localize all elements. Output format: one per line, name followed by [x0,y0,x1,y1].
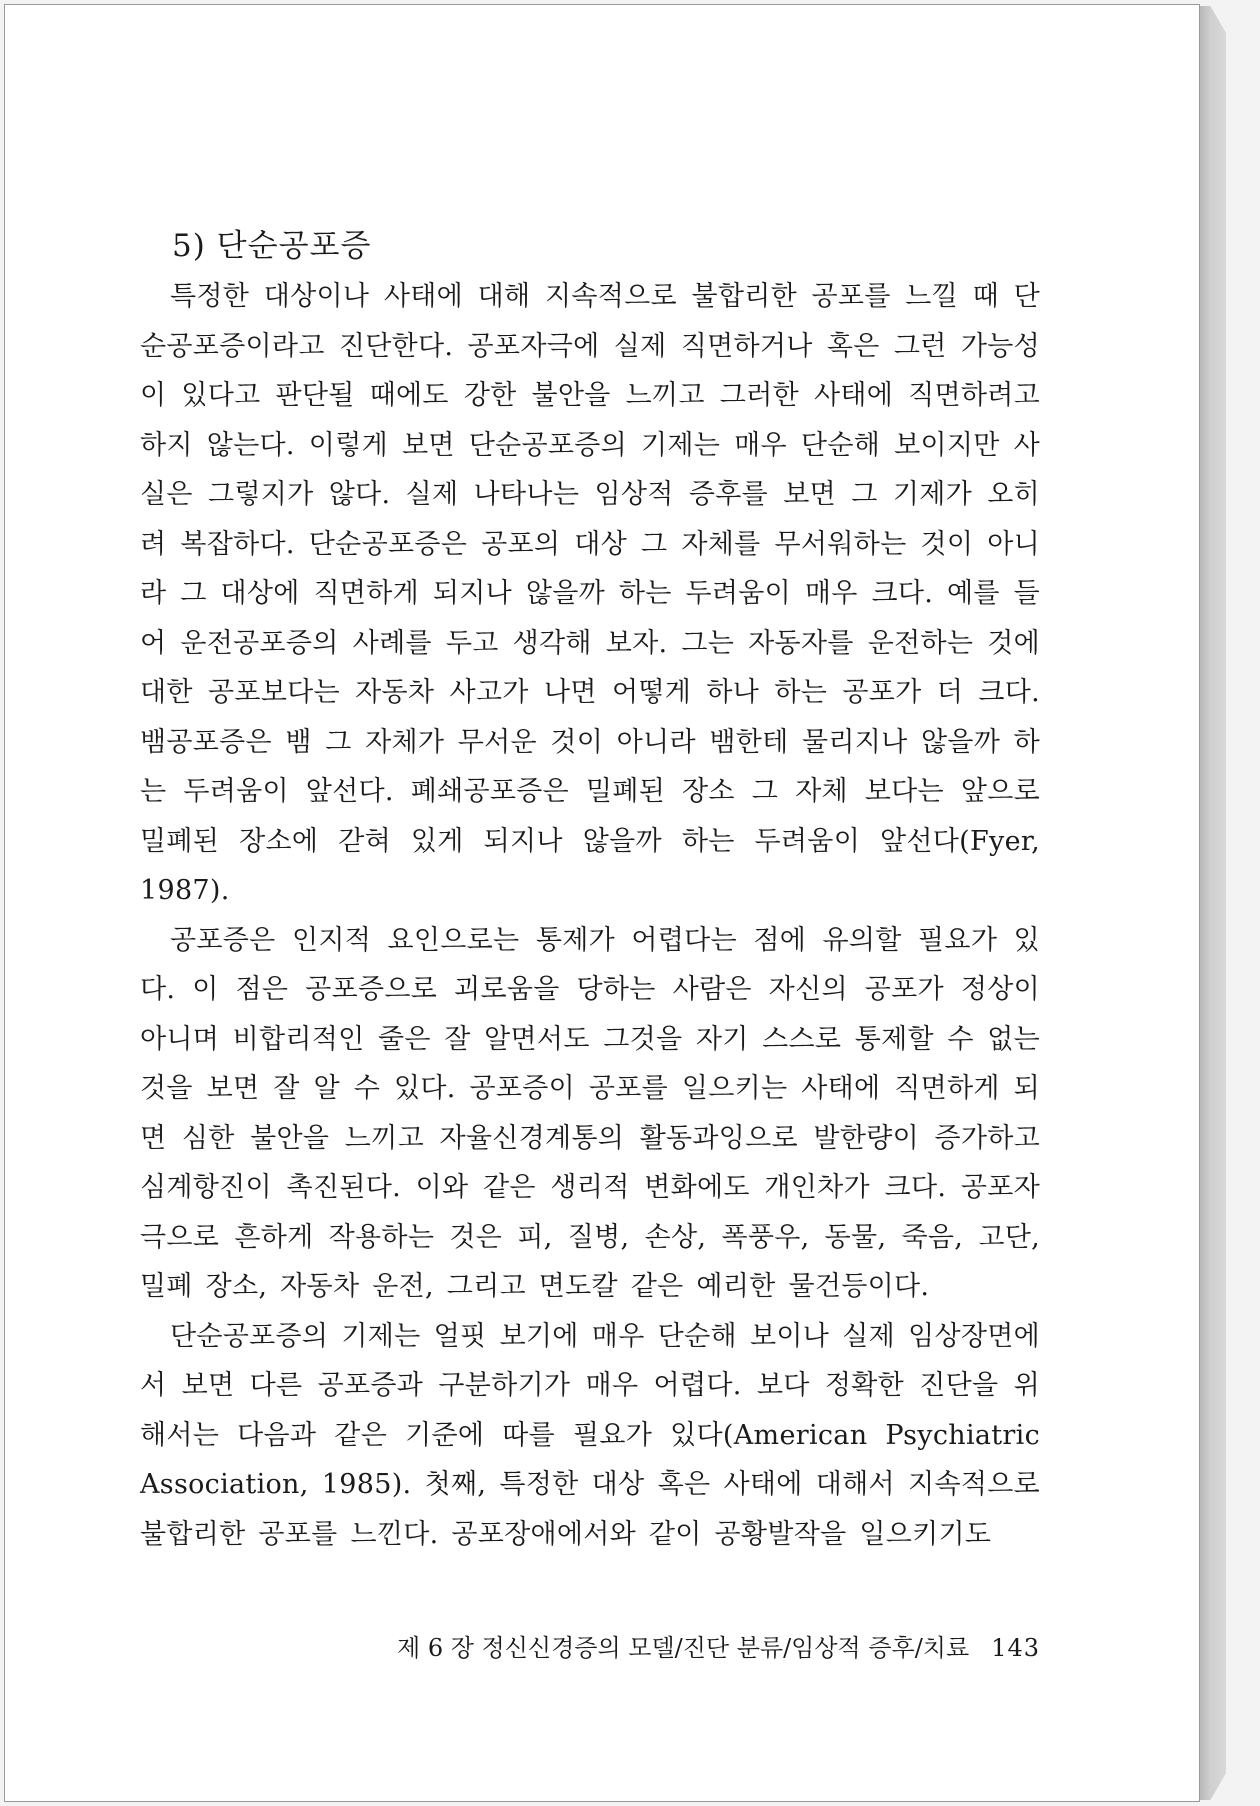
chapter-running-title: 제 6 장 정신신경증의 모델/진단 분류/임상적 증후/치료 [397,1634,970,1662]
book-spine-edge [1200,6,1226,1800]
paragraph-text: 공포증은 인지적 요인으로는 통제가 어렵다는 점에 유의할 필요가 있다. 이 점은 공포증으로 괴로움을 당하는 사람은 자신의 공포가 정상이 아니며 비합리적인 줄은 잘 알면서도 그것을 자기 스스로 통제할 수 없는 것을 보면 잘 알 수 있다. 공포증이 공포를 일으키는 사태에 직면하게 되면 심한 불안을 느끼고 자율신경계통의 활동과잉으로 발한량이 증가하고 심계항진이 촉진된다. 이와 같은 생리적 변화에도 개인차가 크다. 공포자극으로 흔하게 작용하는 것은 피, 질병, 손상, 폭풍우, 동물, 죽음, 고단, 밀폐 장소, 자동차 운전, 그리고 면도칼 같은 예리한 물건등이다. [140,924,1040,1302]
paragraph-2 [140,916,1040,1312]
paragraph-1 [140,272,1040,916]
page-number: 143 [991,1634,1040,1662]
running-footer [320,1630,1040,1666]
paragraph-3 [140,1312,1040,1560]
page-body [140,220,1040,1559]
paragraph-text: 특정한 대상이나 사태에 대해 지속적으로 불합리한 공포를 느낄 때 단순공포증이라고 진단한다. 공포자극에 실제 직면하거나 혹은 그런 가능성이 있다고 판단될 때에도 강한 불안을 느끼고 그러한 사태에 직면하려고 하지 않는다. 이렇게 보면 단순공포증의 기제는 매우 단순해 보이지만 사실은 그렇지가 않다. 실제 나타나는 임상적 증후를 보면 그 기제가 오히려 복잡하다. 단순공포증은 공포의 대상 그 자체를 무서워하는 것이 아니라 그 대상에 직면하게 되지나 않을까 하는 두려움이 매우 크다. 예를 들어 운전공포증의 사례를 두고 생각해 보자. 그는 자동자를 운전하는 것에 대한 공포보다는 자동차 사고가 나면 어떻게 하나 하는 공포가 더 크다. 뱀공포증은 뱀 그 자체가 무서운 것이 아니라 뱀한테 물리지나 않을까 하는 두려움이 앞선다. 폐쇄공포증은 밀폐된 장소 그 자체 보다는 앞으로 밀폐된 장소에 갇혀 있게 되지나 않을까 하는 두려움이 앞선다(Fyer, 1987). [140,281,1040,906]
section-heading: 5) 단순공포증 [172,228,372,264]
paragraph-text: 단순공포증의 기제는 얼핏 보기에 매우 단순해 보이나 실제 임상장면에서 보면 다른 공포증과 구분하기가 매우 어렵다. 보다 정확한 진단을 위해서는 다음과 같은 기준에 따를 필요가 있다(American Psychiatric Association, 1985). 첫째, 특정한 대상 혹은 사태에 대해서 지속적으로 불합리한 공포를 느낀다. 공포장애에서와 같이 공황발작을 일으키기도 [140,1320,1040,1550]
